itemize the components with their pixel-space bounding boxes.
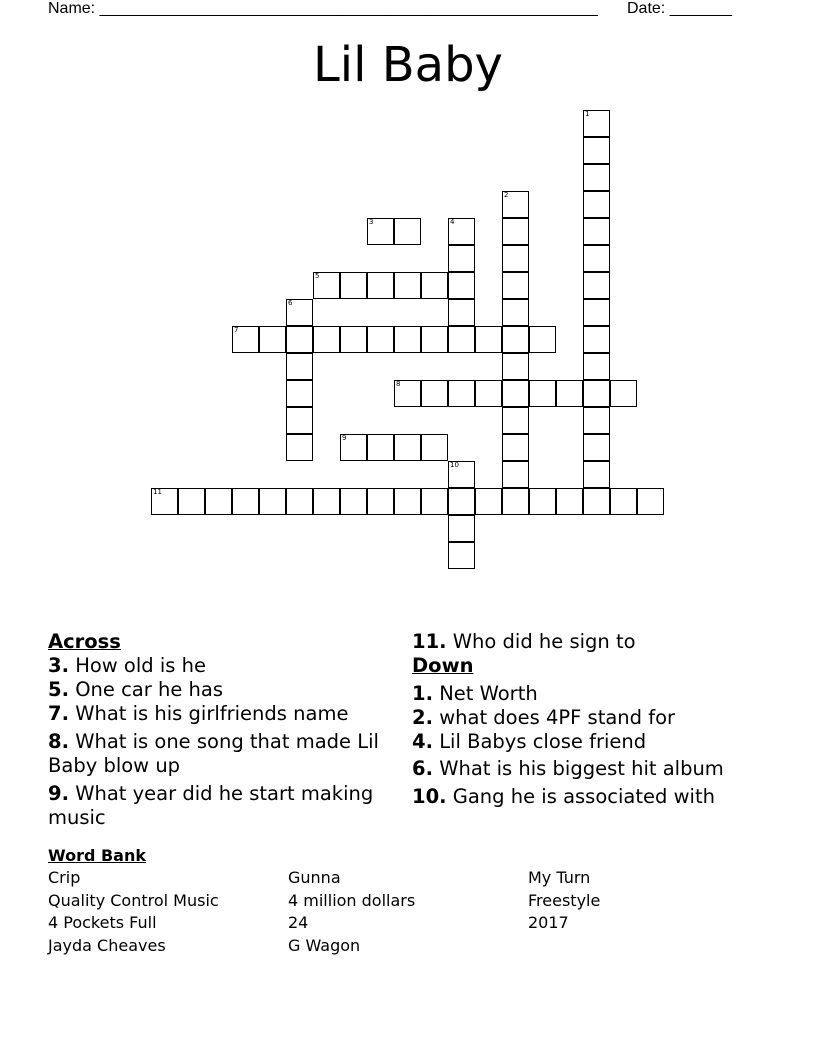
grid-cell[interactable] [448,245,475,272]
grid-cell[interactable] [394,434,421,461]
clue-text: What is one song that made Lil Baby blow up [48,730,379,777]
cell-number: 9 [342,434,347,442]
clue-number: 10. [412,785,447,808]
grid-cell[interactable] [583,407,610,434]
grid-cell[interactable] [340,434,367,461]
grid-cell[interactable] [610,488,637,515]
clue-number: 2. [412,706,433,729]
clue-down-2 [412,706,792,730]
clue-text: Who did he sign to [452,630,636,653]
word-bank-item: G Wagon [288,935,361,955]
grid-cell[interactable] [448,542,475,569]
clue-down-1 [412,682,792,706]
grid-cell[interactable] [583,353,610,380]
grid-cell[interactable] [502,380,529,407]
grid-cell[interactable] [232,488,259,515]
grid-cell[interactable] [529,488,556,515]
cell-number: 2 [504,191,509,199]
clue-across-7 [48,702,388,726]
cell-number: 11 [153,488,162,496]
grid-cell[interactable] [394,380,421,407]
clue-text: How old is he [75,654,206,677]
clue-across-3 [48,654,388,678]
grid-cell[interactable] [367,488,394,515]
grid-cell[interactable] [502,461,529,488]
grid-cell[interactable] [205,488,232,515]
grid-cell[interactable] [313,488,340,515]
across-heading: Across [48,630,121,653]
grid-cell[interactable] [502,218,529,245]
grid-cell[interactable] [610,380,637,407]
grid-cell[interactable] [448,488,475,515]
grid-cell[interactable] [367,326,394,353]
grid-cell[interactable] [367,218,394,245]
grid-cell[interactable] [286,434,313,461]
clue-text: what does 4PF stand for [439,706,676,729]
clue-across-9 [48,782,388,830]
grid-cell[interactable] [583,326,610,353]
name-field-label: Name: ________________________________________________________ [48,0,598,17]
grid-cell[interactable] [583,137,610,164]
clue-text: One car he has [75,678,223,701]
grid-cell[interactable] [421,488,448,515]
grid-cell[interactable] [313,272,340,299]
grid-cell[interactable] [448,461,475,488]
word-bank-item: Quality Control Music [48,890,219,910]
grid-cell[interactable] [448,326,475,353]
grid-cell[interactable] [448,218,475,245]
cell-number: 8 [396,380,401,388]
word-bank-item: Gunna [288,868,341,887]
clue-text: What is his girlfriends name [75,702,349,725]
grid-cell[interactable] [502,299,529,326]
grid-cell[interactable] [529,326,556,353]
grid-cell[interactable] [502,326,529,353]
grid-cell[interactable] [286,353,313,380]
grid-cell[interactable] [421,326,448,353]
clues-right-column [412,630,792,809]
cell-number: 4 [450,218,455,226]
grid-cell[interactable] [340,488,367,515]
grid-cell[interactable] [394,218,421,245]
grid-cell[interactable] [448,272,475,299]
grid-cell[interactable] [583,164,610,191]
word-bank-item: 4 million dollars [288,890,416,910]
grid-cell[interactable] [448,380,475,407]
grid-cell[interactable] [394,488,421,515]
grid-cell[interactable] [502,191,529,218]
clue-text: What is his biggest hit album [439,757,724,780]
grid-cell[interactable] [502,272,529,299]
word-bank-item: 2017 [528,913,569,932]
clue-number: 9. [48,782,69,805]
grid-cell[interactable] [502,407,529,434]
page-title: Lil Baby [313,37,503,93]
grid-cell[interactable] [583,245,610,272]
grid-cell[interactable] [529,380,556,407]
clue-number: 6. [412,757,433,780]
clue-number: 4. [412,730,433,753]
grid-cell[interactable] [367,272,394,299]
word-bank-item: Jayda Cheaves [48,935,166,955]
grid-cell[interactable] [502,488,529,515]
clue-number: 8. [48,730,69,753]
grid-cell[interactable] [637,488,664,515]
clue-text: Gang he is associated with [452,785,715,808]
grid-cell[interactable] [475,380,502,407]
grid-cell[interactable] [313,326,340,353]
grid-cell[interactable] [259,326,286,353]
grid-cell[interactable] [475,488,502,515]
cell-number: 6 [288,299,293,307]
grid-cell[interactable] [556,488,583,515]
clue-number: 7. [48,702,69,725]
date-field-label: Date: _______ [627,0,732,17]
grid-cell[interactable] [475,326,502,353]
grid-cell[interactable] [367,434,394,461]
grid-cell[interactable] [583,299,610,326]
grid-cell[interactable] [340,272,367,299]
grid-cell[interactable] [583,272,610,299]
grid-cell[interactable] [286,299,313,326]
grid-cell[interactable] [394,326,421,353]
grid-cell[interactable] [421,434,448,461]
grid-cell[interactable] [583,434,610,461]
grid-cell[interactable] [340,326,367,353]
grid-cell[interactable] [583,380,610,407]
grid-cell[interactable] [583,218,610,245]
clue-across-11 [412,630,792,654]
grid-cell[interactable] [583,110,610,137]
clue-number: 3. [48,654,69,677]
clue-number: 1. [412,682,433,705]
clue-down-4 [412,730,792,754]
cell-number: 10 [450,461,459,469]
word-bank-item: My Turn [528,868,591,887]
down-heading: Down [412,654,474,677]
clue-across-8 [48,730,388,778]
clue-text: Net Worth [439,682,538,705]
word-bank-item: 24 [288,913,309,932]
grid-cell[interactable] [151,488,178,515]
clue-number: 11. [412,630,447,653]
grid-cell[interactable] [286,407,313,434]
grid-cell[interactable] [286,488,313,515]
word-bank-column-1 [48,867,219,957]
grid-cell[interactable] [502,434,529,461]
word-bank-column-2 [288,867,415,957]
word-bank-column-3 [528,867,600,935]
grid-cell[interactable] [286,380,313,407]
grid-cell[interactable] [178,488,205,515]
grid-cell[interactable] [583,461,610,488]
clue-down-10 [412,785,792,809]
grid-cell[interactable] [421,380,448,407]
cell-number: 7 [234,326,239,334]
grid-cell[interactable] [502,245,529,272]
clue-text: What year did he start making music [48,782,374,829]
clue-across-5 [48,678,388,702]
clue-down-6 [412,757,792,781]
grid-cell[interactable] [421,272,448,299]
grid-cell[interactable] [583,488,610,515]
word-bank-item: 4 Pockets Full [48,913,157,932]
grid-cell[interactable] [583,191,610,218]
clues-left-column [48,630,388,830]
cell-number: 5 [315,272,320,280]
cell-number: 1 [585,110,590,118]
grid-cell[interactable] [448,515,475,542]
word-bank-item: Crip [48,868,81,887]
word-bank-title: Word Bank [48,846,147,865]
clue-text: Lil Babys close friend [439,730,647,753]
grid-cell[interactable] [232,326,259,353]
clue-number: 5. [48,678,69,701]
grid-cell[interactable] [394,272,421,299]
grid-cell[interactable] [448,299,475,326]
grid-cell[interactable] [502,353,529,380]
grid-cell[interactable] [556,380,583,407]
grid-cell[interactable] [286,326,313,353]
grid-cell[interactable] [259,488,286,515]
cell-number: 3 [369,218,374,226]
word-bank-item: Freestyle [528,890,601,910]
